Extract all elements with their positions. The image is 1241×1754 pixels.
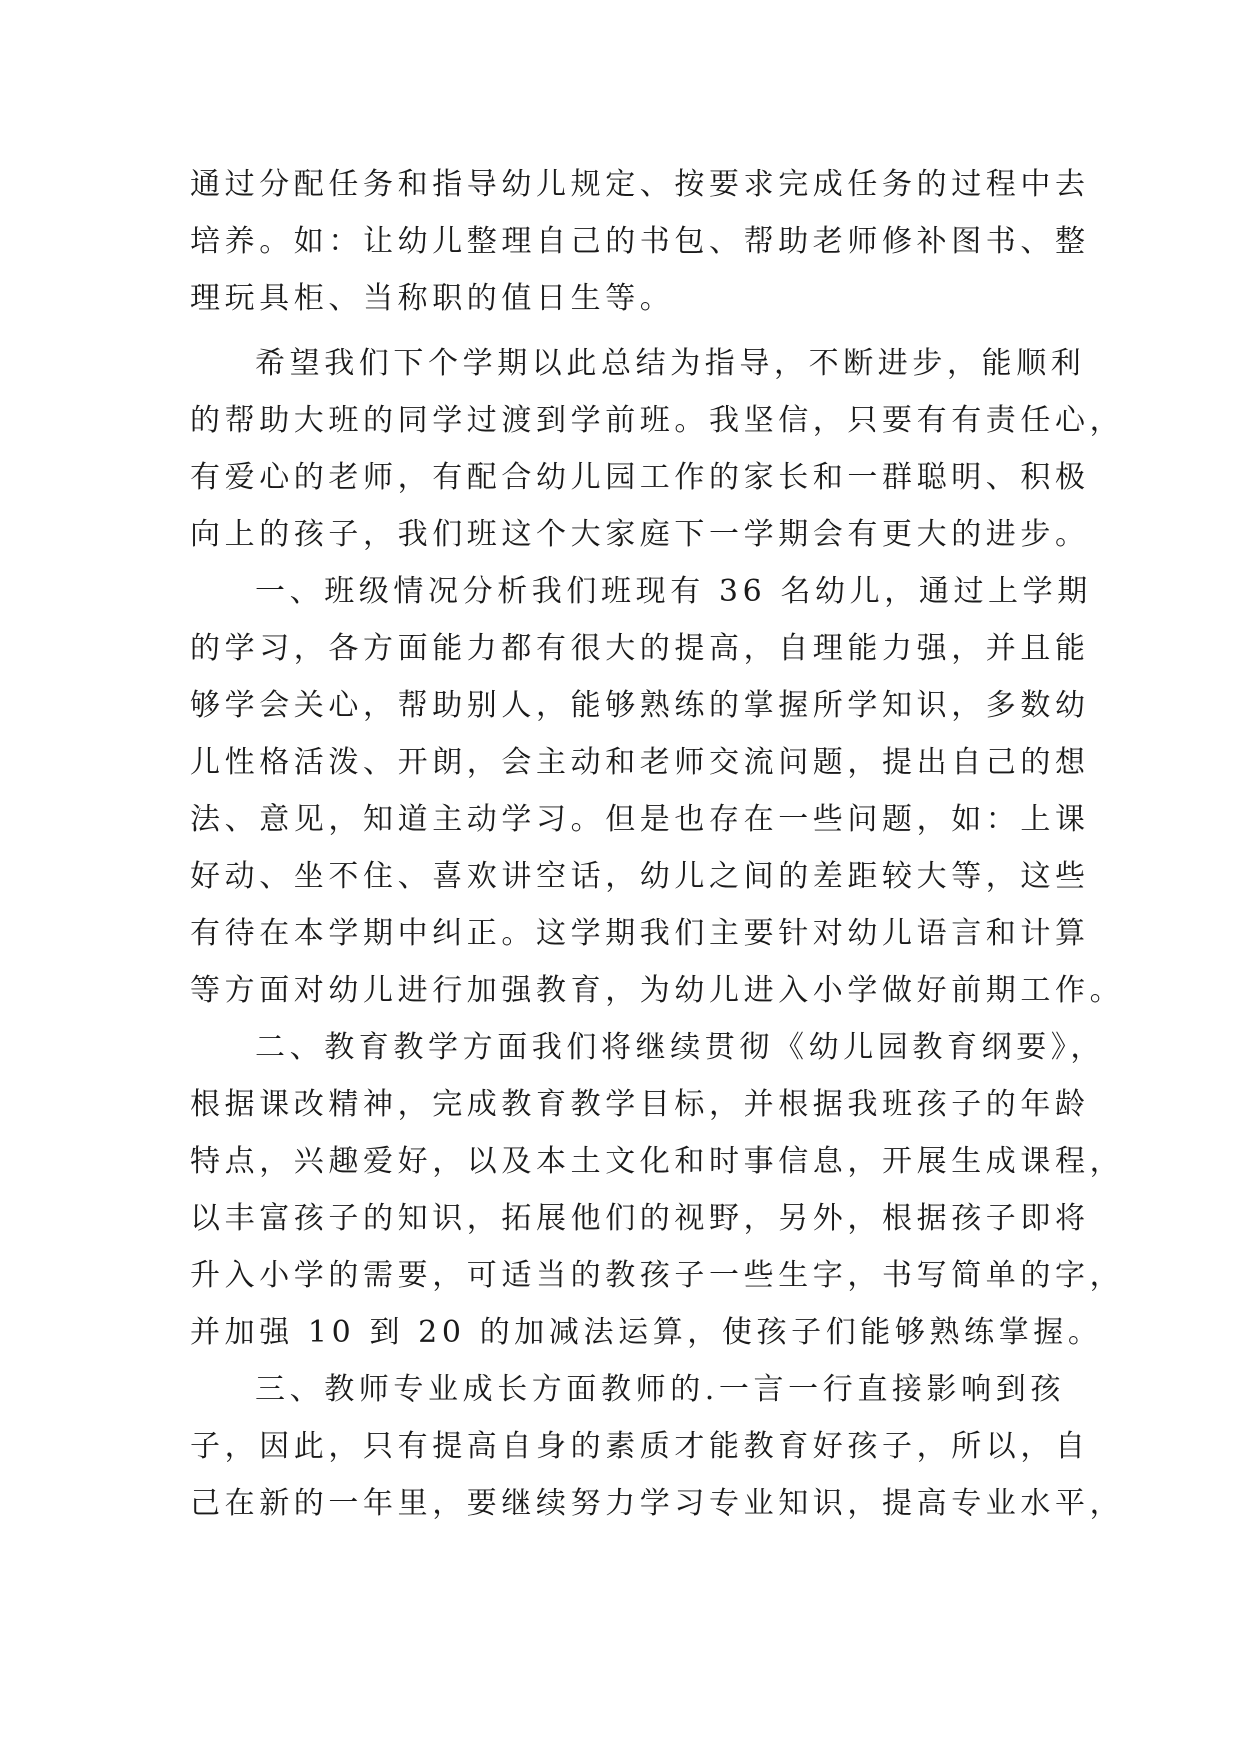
text-line-14: 有待在本学期中纠正。这学期我们主要针对幼儿语言和计算 <box>190 916 1090 951</box>
text-line-17: 根据课改精神，完成教育教学目标，并根据我班孩子的年龄 <box>190 1087 1090 1122</box>
paragraph-start-line-4: 希望我们下个学期以此总结为指导，不断进步，能顺利 <box>255 346 1086 381</box>
text-line-19: 以丰富孩子的知识，拓展他们的视野，另外，根据孩子即将 <box>190 1201 1090 1236</box>
document-body <box>190 156 1125 1532</box>
text-line-18: 特点，兴趣爱好，以及本土文化和时事信息，开展生成课程， <box>190 1144 1125 1179</box>
paragraph-start-line-8: 一、班级情况分析我们班现有 36 名幼儿，通过上学期 <box>255 574 1092 609</box>
text-line-1: 通过分配任务和指导幼儿规定、按要求完成任务的过程中去 <box>190 167 1090 202</box>
text-line-2: 培养。如：让幼儿整理自己的书包、帮助老师修补图书、整 <box>190 224 1090 259</box>
text-line-11: 儿性格活泼、开朗，会主动和老师交流问题，提出自己的想 <box>190 745 1090 780</box>
text-line-9: 的学习，各方面能力都有很大的提高，自理能力强，并且能 <box>190 631 1090 666</box>
text-line-3: 理玩具柜、当称职的值日生等。 <box>190 281 675 316</box>
text-line-20: 升入小学的需要，可适当的教孩子一些生字，书写简单的字， <box>190 1258 1125 1293</box>
text-line-23: 子，因此，只有提高自身的素质才能教育好孩子，所以，自 <box>190 1429 1090 1464</box>
text-line-13: 好动、坐不住、喜欢讲空话，幼儿之间的差距较大等，这些 <box>190 859 1090 894</box>
paragraph-start-line-16: 二、教育教学方面我们将继续贯彻《幼儿园教育纲要》， <box>255 1030 1105 1065</box>
text-line-15: 等方面对幼儿进行加强教育，为幼儿进入小学做好前期工作。 <box>190 973 1125 1008</box>
text-line-12: 法、意见，知道主动学习。但是也存在一些问题，如：上课 <box>190 802 1090 837</box>
text-line-6: 有爱心的老师，有配合幼儿园工作的家长和一群聪明、积极 <box>190 460 1090 495</box>
text-line-7: 向上的孩子，我们班这个大家庭下一学期会有更大的进步。 <box>190 517 1090 552</box>
paragraph-start-line-22: 三、教师专业成长方面教师的.一言一行直接影响到孩 <box>255 1372 1065 1407</box>
text-line-5: 的帮助大班的同学过渡到学前班。我坚信，只要有有责任心， <box>190 403 1125 438</box>
text-line-21: 并加强 10 到 20 的加减法运算，使孩子们能够熟练掌握。 <box>190 1315 1103 1350</box>
text-line-24: 己在新的一年里，要继续努力学习专业知识，提高专业水平， <box>190 1486 1125 1521</box>
text-line-10: 够学会关心，帮助别人，能够熟练的掌握所学知识，多数幼 <box>190 688 1090 723</box>
